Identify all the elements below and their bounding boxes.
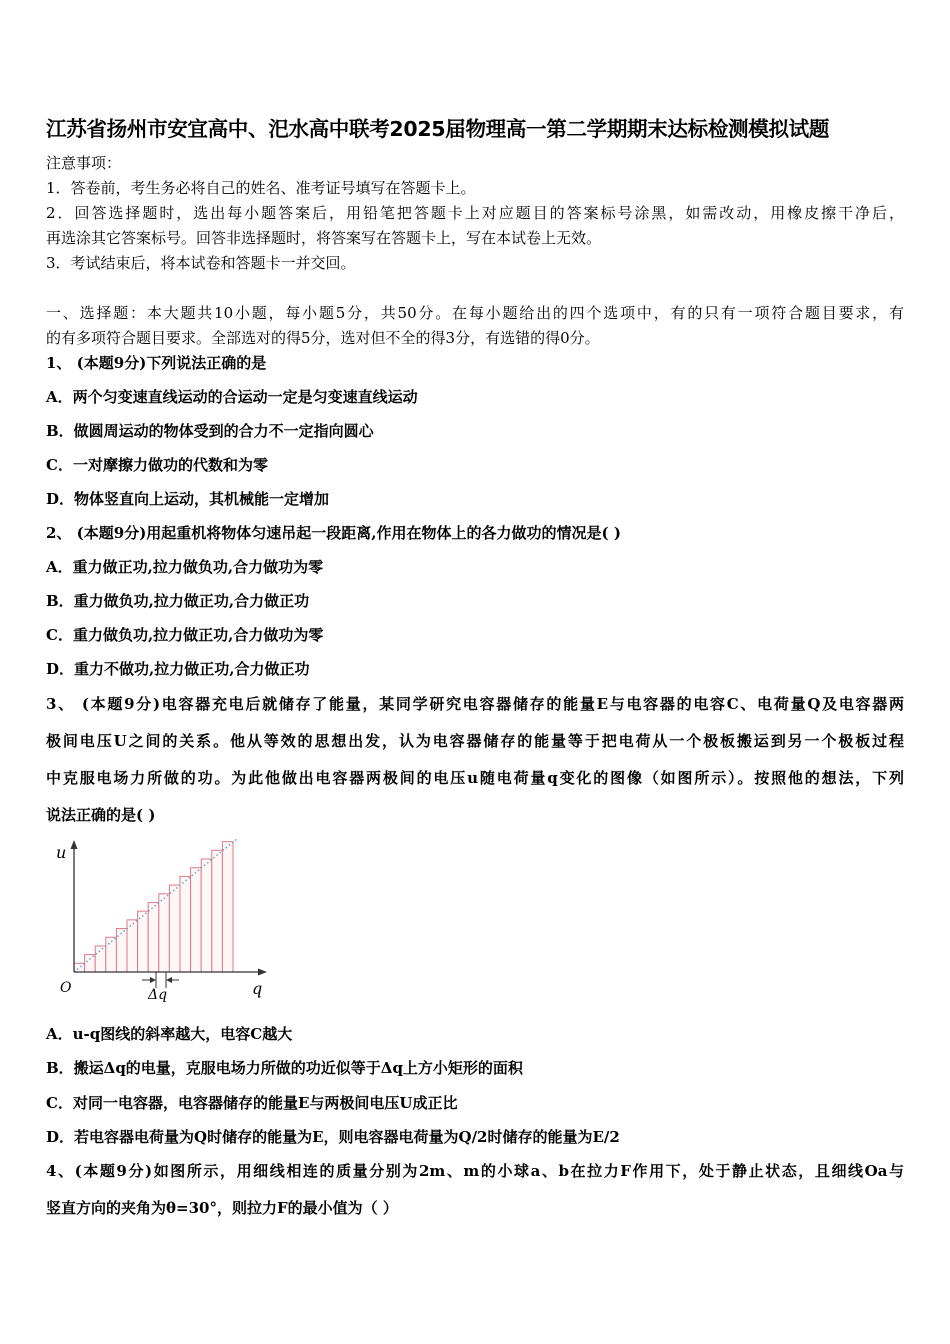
notice-item-2-cont: 再选涂其它答案标号。回答非选择题时，将答案写在答题卡上，写在本试卷上无效。: [46, 229, 602, 247]
delta-q-arrowhead-left: [150, 977, 156, 983]
area-bar: [74, 963, 85, 972]
x-axis-label: q: [252, 979, 263, 998]
area-bar: [159, 894, 170, 972]
notice-item-2: 2．回答选择题时，选出每小题答案后，用铅笔把答题卡上对应题目的答案标号涂黑，如需改动，用橡皮擦干净后，: [46, 204, 904, 222]
notice-heading: 注意事项：: [46, 154, 122, 172]
section-instructions-line-2: 的有多项符合题目要求。全部选对的得5分，选对但不全的得3分，有选错的得0分。: [46, 329, 600, 347]
q2-option-b: B．重力做负功,拉力做正功,合力做正功: [46, 592, 310, 610]
q3-option-d: D．若电容器电荷量为Q时储存的能量为E，则电容器电荷量为Q/2时储存的能量为E/2: [46, 1128, 620, 1146]
area-bar: [106, 937, 117, 972]
exam-title: 江苏省扬州市安宜高中、汜水高中联考2025届物理高一第二学期期末达标检测模拟试题: [46, 117, 830, 141]
origin-label: O: [60, 980, 72, 996]
x-axis-arrow: [258, 969, 267, 976]
q1-option-c: C．一对摩擦力做功的代数和为零: [46, 456, 268, 474]
q3-stem-line-2: 极间电压U之间的关系。他从等效的思想出发，认为电容器储存的能量等于把电荷从一个极板搬运到另一个极板过程: [46, 732, 904, 750]
q3-option-c: C．对同一电容器，电容器储存的能量E与两极间电压U成正比: [46, 1094, 458, 1112]
delta-q-label: Δq: [148, 987, 168, 1003]
delta-q-arrowhead-right: [166, 977, 172, 983]
area-bar: [201, 859, 212, 972]
q1-option-a: A．两个匀变速直线运动的合运动一定是匀变速直线运动: [46, 388, 418, 406]
q2-option-a: A．重力做正功,拉力做负功,合力做功为零: [46, 558, 324, 576]
area-bar: [116, 929, 127, 972]
area-bar: [95, 946, 106, 972]
q4-stem-line-2: 竖直方向的夹角为θ=30°，则拉力F的最小值为（ ）: [46, 1199, 398, 1217]
q3-option-b: B．搬运Δq的电量，克服电场力所做的功近似等于Δq上方小矩形的面积: [46, 1059, 523, 1077]
area-bar: [127, 920, 138, 972]
notice-item-1: 1．答卷前，考生务必将自己的姓名、准考证号填写在答题卡上。: [46, 179, 476, 197]
q2-stem: 2、 (本题9分)用起重机将物体匀速吊起一段距离,作用在物体上的各力做功的情况是( ): [46, 524, 621, 542]
q1-option-d: D．物体竖直向上运动，其机械能一定增加: [46, 490, 330, 508]
q3-stem-line-3: 中克服电场力所做的功。为此他做出电容器两极间的电压u随电荷量q变化的图像（如图所示）。按照他的想法，下列: [46, 769, 904, 787]
area-bar: [85, 955, 96, 972]
q2-option-c: C．重力做负功,拉力做正功,合力做功为零: [46, 626, 324, 644]
section-instructions-line-1: 一、选择题：本大题共10小题，每小题5分，共50分。在每小题给出的四个选项中，有的只有一项符合题目要求，有: [46, 304, 904, 322]
u-q-graph-figure: [52, 838, 272, 1008]
q3-option-a: A．u-q图线的斜率越大，电容C越大: [46, 1025, 293, 1043]
q1-option-b: B．做圆周运动的物体受到的合力不一定指向圆心: [46, 422, 374, 440]
q4-stem-line-1: 4、(本题9分)如图所示，用细线相连的质量分别为2m、m的小球a、b在拉力F作用下，处于静止状态，且细线Oa与: [46, 1162, 904, 1180]
area-bar: [222, 842, 233, 972]
area-bars: [74, 842, 233, 972]
q2-option-d: D．重力不做功,拉力做正功,合力做正功: [46, 660, 310, 678]
area-bar: [138, 911, 149, 972]
area-bar: [212, 850, 223, 972]
q1-stem: 1、 (本题9分)下列说法正确的是: [46, 354, 267, 372]
area-bar: [148, 902, 159, 972]
q3-stem-line-1: 3、 (本题9分)电容器充电后就储存了能量，某同学研究电容器储存的能量E与电容器的电容C、电荷量Q及电容器两: [46, 695, 904, 713]
y-axis-arrow: [71, 840, 78, 849]
area-bar: [169, 885, 180, 972]
area-bar: [191, 868, 202, 972]
notice-item-3: 3．考试结束后，将本试卷和答题卡一并交回。: [46, 254, 356, 272]
q3-stem-line-4: 说法正确的是( ): [46, 806, 156, 824]
area-bar: [180, 876, 191, 972]
y-axis-label: u: [56, 843, 67, 862]
